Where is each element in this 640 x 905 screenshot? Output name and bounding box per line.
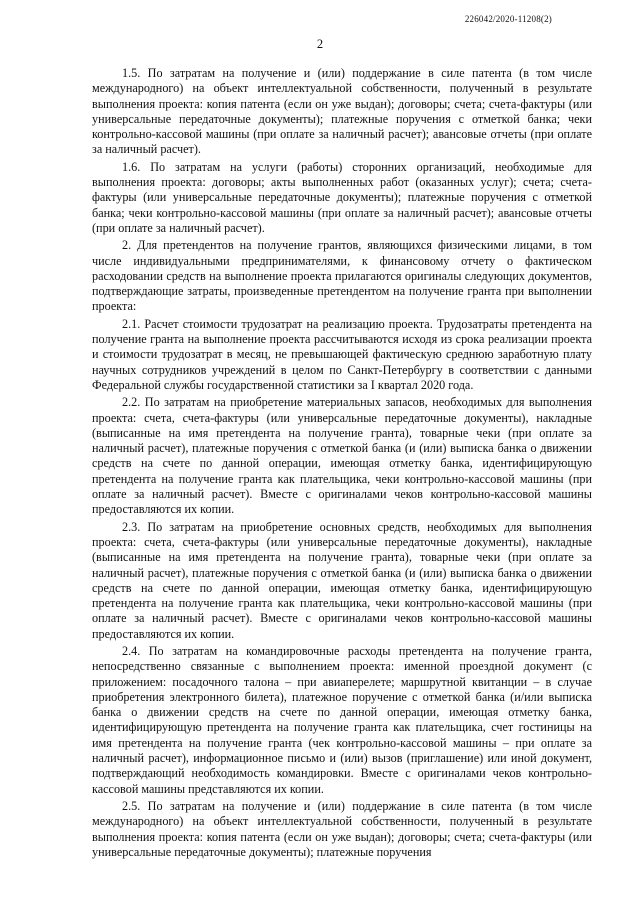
paragraph-2-1: 2.1. Расчет стоимости трудозатрат на реализацию проекта. Трудозатраты претендента на получение гранта на выполнение проекта рассчитываются исходя из срока реализации проекта и стоимости трудозатрат в месяц, не превышающей фактическую среднюю заработную плату научных сотрудников учреждений в целом по Санкт-Петербургу в соответствии с данными Федеральной службы государственной статистики за I квартал 2020 года. — [92, 316, 592, 392]
page-number: 2 — [316, 37, 324, 51]
paragraph-2-2: 2.2. По затратам на приобретение материальных запасов, необходимых для выполнения проекта: счета, счета-фактуры (или универсальные передаточные документы), накладные (выписанные на имя претендента на получение гранта), товарные чеки (при оплате за наличный расчет), платежные поручения с отметкой банка (и (или) выписка банка о движении средств на счете по данной операции, имеющая отметку банка, идентифицирующую претендента на получение гранта как плательщика, чеки контрольно-кассовой машины (при оплате за наличный расчет). Вместе с оригиналами чеков контрольно-кассовой машины предоставляются их копии. — [92, 395, 592, 517]
document-id: 226042/2020-11208(2) — [464, 14, 552, 24]
paragraph-1-6: 1.6. По затратам на услуги (работы) сторонних организаций, необходимые для выполнения проекта: договоры; акты выполненных работ (оказанных услуг); счета; счета-фактуры (или универсальные передаточные документы); платежные поручения с отметкой банка; чеки контрольно-кассовой машины (при оплате за наличный расчет); авансовые отчеты (при оплате за наличный расчет). — [92, 159, 592, 235]
paragraph-2-5: 2.5. По затратам на получение и (или) поддержание в силе патента (в том числе международного) на объект интеллектуальной собственности, полученный в результате выполнения проекта: копия патента (если он уже выдан); договоры; счета; счета-фактуры (или универсальные передаточные документы); платежные поручения — [92, 798, 592, 859]
document-body — [92, 66, 592, 862]
paragraph-2-3: 2.3. По затратам на приобретение основных средств, необходимых для выполнения проекта: счета, счета-фактуры (или универсальные передаточные документы), накладные (выписанные на имя претендента на получение гранта), товарные чеки (при оплате за наличный расчет), платежные поручения с отметкой банка (и (или) выписка банка о движении средств на счете по данной операции, имеющая отметку банка, идентифицирующую претендента на получение гранта как плательщика, чеки контрольно-кассовой машины (при оплате за наличный расчет). Вместе с оригиналами чеков контрольно-кассовой машины предоставляются их копии. — [92, 519, 592, 641]
paragraph-2-4: 2.4. По затратам на командировочные расходы претендента на получение гранта, непосредственно связанные с выполнением проекта: именной проездной документ (с приложением: посадочного талона – при авиаперелете; маршрутной квитанции – в случае приобретения электронного билета), платежное поручение с отметкой банка (и/или выписка банка о движении средств на счете по данной операции, имеющая отметку банка, идентифицирующую претендента на получение гранта как плательщика, счет гостиницы на имя претендента на получение гранта (чек контрольно-кассовой машины – при оплате за наличный расчет), информационное письмо и (или) вызов (приглашение) или иной документ, подтверждающий необходимость командировки. Вместе с оригиналами чеков контрольно-кассовой машины представляются их копии. — [92, 643, 592, 796]
paragraph-1-5: 1.5. По затратам на получение и (или) поддержание в силе патента (в том числе международного) на объект интеллектуальной собственности, полученный в результате выполнения проекта: копия патента (если он уже выдан); договоры; счета; счета-фактуры (или универсальные передаточные документы); платежные поручения с отметкой банка; чеки контрольно-кассовой машины (при оплате за наличный расчет); авансовые отчеты (при оплате за наличный расчет). — [92, 66, 592, 157]
paragraph-2: 2. Для претендентов на получение грантов, являющихся физическими лицами, в том числе индивидуальными предпринимателями, к финансовому отчету о фактическом расходовании средств на выполнение проекта прилагаются оригиналы следующих документов, подтверждающие затраты, произведенные претендентом на получение гранта при выполнении проекта: — [92, 238, 592, 314]
